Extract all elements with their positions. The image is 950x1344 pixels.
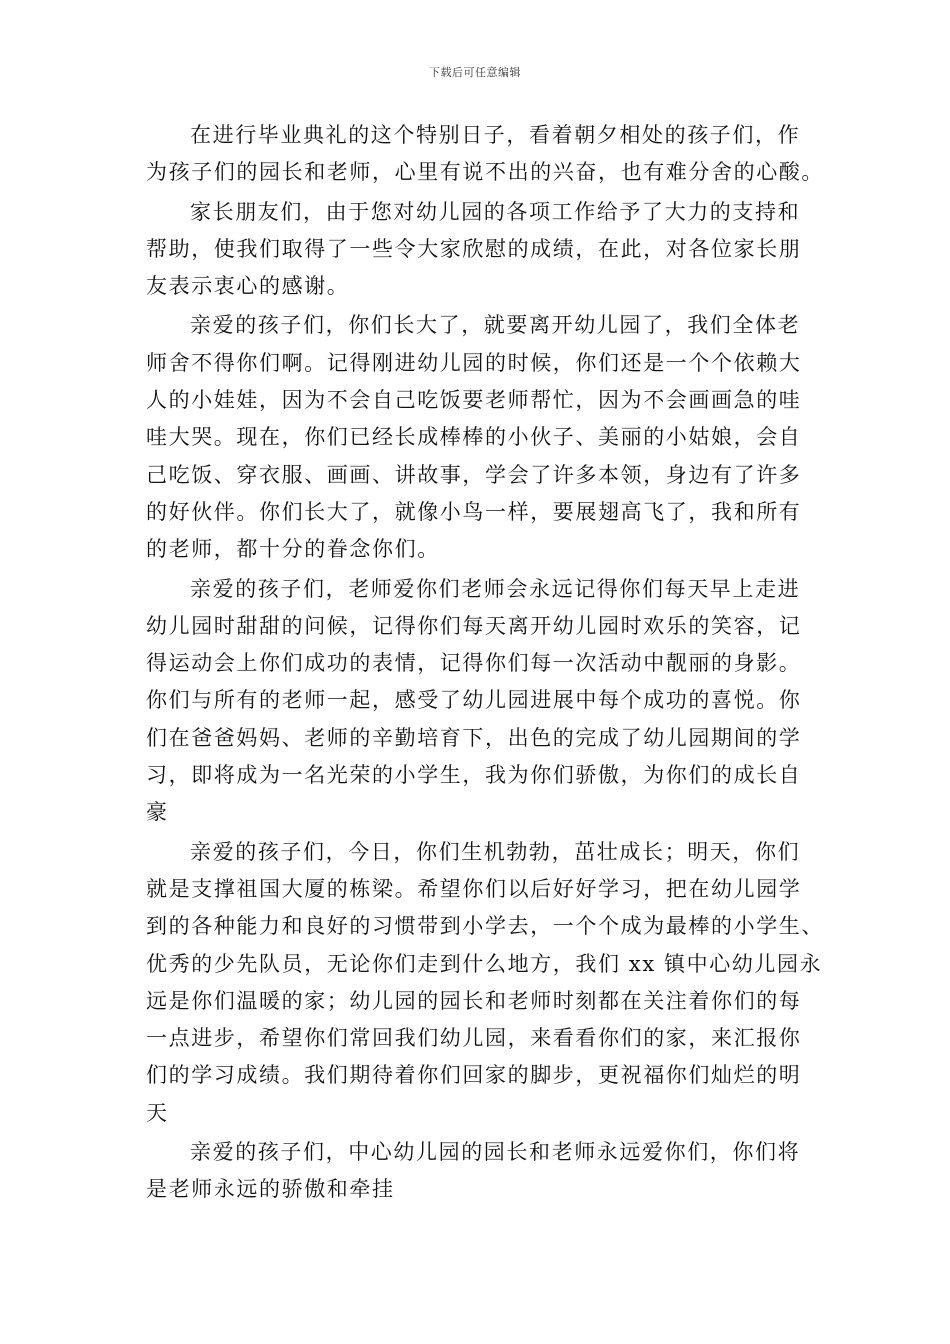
paragraph-line: 家长朋友们，由于您对幼儿园的各项工作给予了大力的支持和 bbox=[190, 199, 801, 224]
paragraph-line: 就是支撑祖国大厦的栋梁。希望你们以后好好学习，把在幼儿园学 bbox=[146, 876, 802, 901]
paragraph-line: 己吃饭、穿衣服、画画、讲故事，学会了许多本领，身边有了许多 bbox=[146, 462, 802, 487]
page-header: 下载后可任意编辑 bbox=[429, 66, 521, 79]
paragraph-line: 的老师，都十分的眷念你们。 bbox=[146, 537, 440, 562]
paragraph-line: 帮助，使我们取得了一些令大家欣慰的成绩，在此，对各位家长朋 bbox=[146, 236, 802, 261]
paragraph-line: 幼儿园时甜甜的问候，记得你们每天离开幼儿园时欢乐的笑容，记 bbox=[146, 613, 802, 638]
paragraph-3 bbox=[146, 307, 810, 568]
paragraph-line: 是老师永远的骄傲和牵挂 bbox=[146, 1177, 395, 1202]
paragraph-line: 一点进步，希望你们常回我们幼儿园，来看看你们的家，来汇报你 bbox=[146, 1026, 802, 1051]
paragraph-line: 你们与所有的老师一起，感受了幼儿园进展中每个成功的喜悦。你 bbox=[146, 688, 802, 713]
paragraph-line: 人的小娃娃，因为不会自己吃饭要老师帮忙，因为不会画画急的哇 bbox=[146, 388, 802, 413]
paragraph-line: 亲爱的孩子们，你们长大了，就要离开幼儿园了，我们全体老 bbox=[190, 313, 801, 338]
paragraph-1 bbox=[146, 117, 824, 192]
paragraph-line: 在进行毕业典礼的这个特别日子，看着朝夕相处的孩子们，作 bbox=[190, 123, 801, 147]
paragraph-line: 习，即将成为一名光荣的小学生，我为你们骄傲，为你们的成长自 bbox=[146, 763, 802, 788]
paragraph-line: 哇大哭。现在，你们已经长成棒棒的小伙子、美丽的小姑娘，会自 bbox=[146, 425, 802, 450]
paragraph-line: 得运动会上你们成功的表情，记得你们每一次活动中靓丽的身影。 bbox=[146, 651, 802, 676]
paragraph-line: 的好伙伴。你们长大了，就像小鸟一样，要展翅高飞了，我和所有 bbox=[146, 499, 802, 524]
paragraph-line: 远是你们温暖的家；幼儿园的园长和老师时刻都在关注着你们的每 bbox=[146, 988, 802, 1013]
paragraph-5 bbox=[146, 834, 824, 1132]
paragraph-line: 亲爱的孩子们，中心幼儿园的园长和老师永远爱你们，你们将 bbox=[190, 1140, 801, 1165]
paragraph-line: 亲爱的孩子们，今日，你们生机勃勃，茁壮成长；明天，你们 bbox=[190, 839, 801, 864]
paragraph-line: 优秀的少先队员，无论你们走到什么地方，我们 xx 镇中心幼儿园永 bbox=[146, 951, 823, 976]
paragraph-4 bbox=[146, 571, 810, 832]
paragraph-line: 们在爸爸妈妈、老师的辛勤培育下，出色的完成了幼儿园期间的学 bbox=[146, 725, 802, 750]
paragraph-line: 为孩子们的园长和老师，心里有说不出的兴奋，也有难分舍的心酸。 bbox=[146, 160, 824, 185]
paragraph-line: 亲爱的孩子们，老师爱你们老师会永远记得你们每天早上走进 bbox=[190, 576, 801, 601]
paragraph-line: 们的学习成绩。我们期待着你们回家的脚步，更祝福你们灿烂的明 bbox=[146, 1063, 802, 1088]
paragraph-line: 友表示衷心的感谢。 bbox=[146, 274, 350, 299]
paragraph-line: 豪 bbox=[146, 800, 169, 825]
paragraph-2 bbox=[146, 194, 810, 306]
paragraph-line: 到的各种能力和良好的习惯带到小学去，一个个成为最棒的小学生、 bbox=[146, 914, 824, 939]
paragraph-line: 天 bbox=[146, 1100, 169, 1125]
paragraph-line: 师舍不得你们啊。记得刚进幼儿园的时候，你们还是一个个依赖大 bbox=[146, 350, 802, 375]
paragraph-6 bbox=[146, 1134, 810, 1209]
document-body bbox=[146, 117, 824, 1211]
